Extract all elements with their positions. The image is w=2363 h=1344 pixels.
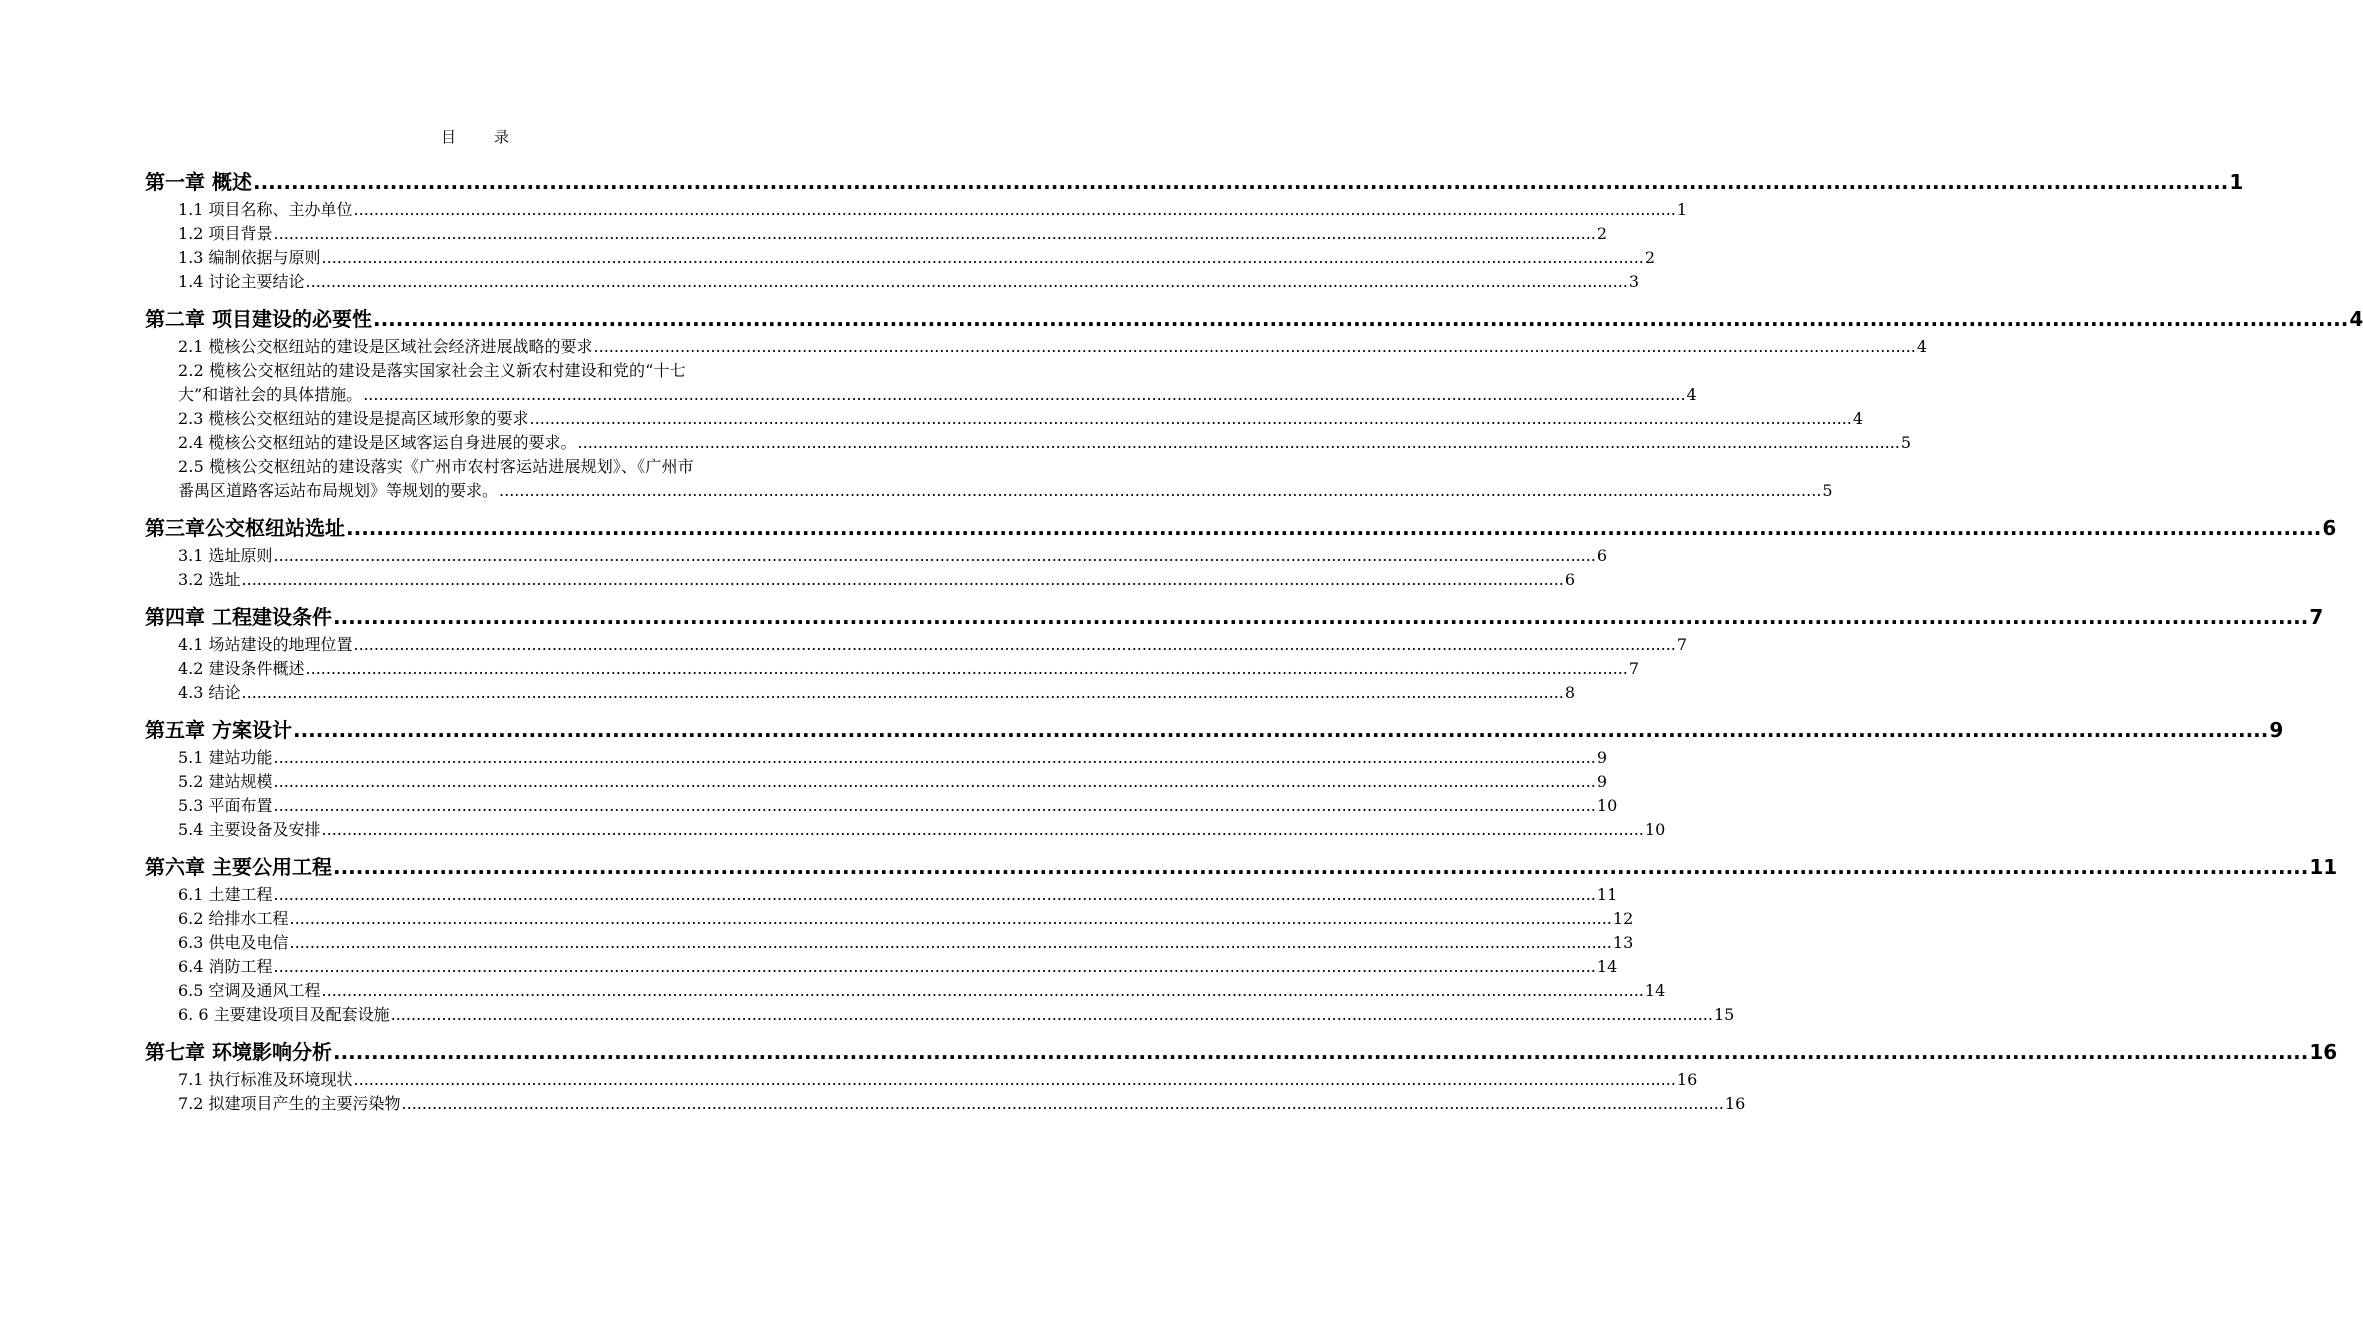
toc-entry-text: 6.5 空调及通风工程 (178, 981, 321, 1000)
toc-entry[interactable] (178, 198, 1688, 222)
toc-entry-text: 7.2 拟建项目产生的主要污染物 (178, 1094, 401, 1113)
toc-entry[interactable] (178, 955, 1618, 979)
toc-entry[interactable] (178, 407, 1864, 431)
toc-chapter[interactable] (145, 307, 2363, 331)
dot-leader: .................................................................................................................................................................................................................................................................... (305, 659, 1628, 678)
toc-entry-text: 6.1 土建工程 (178, 885, 273, 904)
toc-entry[interactable] (178, 246, 1656, 270)
toc-entry[interactable] (178, 544, 1608, 568)
toc-entry-page: 9 (1596, 748, 1608, 767)
toc-entry-text: 7.1 执行标准及环境现状 (178, 1070, 353, 1089)
dot-leader: .................................................................................................................................................................................................................................................................... (273, 772, 1596, 791)
dot-leader: .................................................................................................................................................................................................................................................................... (353, 200, 1676, 219)
toc-entry-text: 番禺区道路客运站布局规划》等规划的要求。 (178, 481, 499, 500)
dot-leader: .................................................................................................................................................................................................................................................................... (241, 570, 1564, 589)
dot-leader: .................................................................................................................................................................................................................................................................... (321, 981, 1644, 1000)
toc-chapter[interactable] (145, 170, 2244, 194)
toc-chapter-page: 4 (2349, 307, 2363, 331)
toc-chapter-text: 第七章 环境影响分析 (145, 1040, 332, 1064)
toc-entry-page: 8 (1564, 683, 1576, 702)
dot-leader: .................................................................................................................................................................................................................................................................... (273, 748, 1596, 767)
toc-entry[interactable] (178, 633, 1688, 657)
toc-entry-page: 14 (1596, 957, 1618, 976)
toc-entry-text: 6.4 消防工程 (178, 957, 273, 976)
toc-entry-page: 10 (1644, 820, 1666, 839)
toc-entry-page: 5 (1900, 433, 1912, 452)
toc-entry[interactable] (178, 931, 1634, 955)
toc-entry[interactable] (178, 568, 1576, 592)
toc-entry[interactable] (178, 681, 1576, 705)
toc-chapter-text: 第三章公交枢纽站选址 (145, 516, 345, 540)
toc-chapter[interactable] (145, 718, 2284, 742)
toc-entry-line1: 2.5 榄核公交枢纽站的建设落实《广州市农村客运站进展规划》、《广州市 (178, 457, 694, 476)
toc-entry-page: 2 (1644, 248, 1656, 267)
toc-entry[interactable] (178, 359, 1697, 407)
toc-entry-text: 4.2 建设条件概述 (178, 659, 305, 678)
toc-entry-page: 7 (1628, 659, 1640, 678)
toc-entry[interactable] (178, 1092, 1746, 1116)
dot-leader: .................................................................................................................................................................................................................................................................... (273, 885, 1596, 904)
toc-entry-page: 14 (1644, 981, 1666, 1000)
toc-entry-text: 3.1 选址原则 (178, 546, 273, 565)
toc-entry[interactable] (178, 455, 1833, 503)
toc-entry-page: 10 (1596, 796, 1618, 815)
dot-leader: .................................................................................................................................................................................................................................................................... (241, 683, 1564, 702)
toc-entry-page: 4 (1686, 385, 1697, 404)
toc-entry-text: 5.4 主要设备及安排 (178, 820, 321, 839)
toc-entry-page: 6 (1564, 570, 1576, 589)
table-of-contents (145, 170, 2363, 1116)
toc-entry-text: 1.3 编制依据与原则 (178, 248, 321, 267)
dot-leader: .................................................................................................................................................................................................................................................................... (593, 337, 1916, 356)
dot-leader: .................................................................................................................................................................................................................................................................... (273, 224, 1596, 243)
dot-leader: .................................................................................................................................................................................................................................................................... (332, 605, 2309, 629)
toc-entry-text: 2.3 榄核公交枢纽站的建设是提高区域形象的要求 (178, 409, 529, 428)
toc-entry[interactable] (178, 335, 1928, 359)
toc-entry[interactable] (178, 818, 1666, 842)
toc-entry[interactable] (178, 1003, 1735, 1027)
toc-entry-page: 7 (1676, 635, 1688, 654)
dot-leader: .................................................................................................................................................................................................................................................................... (289, 933, 1612, 952)
toc-entry-text: 1.4 讨论主要结论 (178, 272, 305, 291)
toc-entry-text: 6.3 供电及电信 (178, 933, 289, 952)
toc-entry-page: 12 (1612, 909, 1634, 928)
toc-title: 目录 (440, 128, 547, 146)
toc-entry-page: 13 (1612, 933, 1634, 952)
toc-entry-page: 3 (1628, 272, 1640, 291)
toc-entry-text: 3.2 选址 (178, 570, 241, 589)
toc-entry[interactable] (178, 794, 1618, 818)
toc-entry-page: 9 (1596, 772, 1608, 791)
dot-leader: .................................................................................................................................................................................................................................................................... (321, 820, 1644, 839)
dot-leader: .................................................................................................................................................................................................................................................................... (332, 1040, 2309, 1064)
toc-entry[interactable] (178, 770, 1608, 794)
dot-leader: .................................................................................................................................................................................................................................................................... (346, 516, 2322, 540)
toc-entry-text: 5.3 平面布置 (178, 796, 273, 815)
toc-entry-text: 4.3 结论 (178, 683, 241, 702)
dot-leader: .................................................................................................................................................................................................................................................................... (321, 248, 1644, 267)
toc-chapter-page: 1 (2229, 170, 2244, 194)
toc-entry-text: 2.1 榄核公交枢纽站的建设是区域社会经济进展战略的要求 (178, 337, 593, 356)
toc-entry-page: 11 (1596, 885, 1618, 904)
toc-entry[interactable] (178, 657, 1640, 681)
dot-leader: .................................................................................................................................................................................................................................................................... (305, 272, 1628, 291)
dot-leader: .................................................................................................................................................................................................................................................................... (273, 546, 1596, 565)
dot-leader: .................................................................................................................................................................................................................................................................... (273, 796, 1596, 815)
dot-leader: .................................................................................................................................................................................................................................................................... (577, 433, 1900, 452)
dot-leader: .................................................................................................................................................................................................................................................................... (289, 909, 1612, 928)
toc-entry[interactable] (178, 907, 1634, 931)
toc-chapter[interactable] (145, 605, 2324, 629)
toc-entry[interactable] (178, 222, 1608, 246)
toc-chapter-page: 6 (2322, 516, 2337, 540)
toc-entry[interactable] (178, 979, 1666, 1003)
toc-chapter-text: 第六章 主要公用工程 (145, 855, 332, 879)
toc-entry-page: 6 (1596, 546, 1608, 565)
toc-chapter-text: 第五章 方案设计 (145, 718, 292, 742)
toc-entry-page: 16 (1676, 1070, 1698, 1089)
dot-leader: .................................................................................................................................................................................................................................................................... (252, 170, 2229, 194)
toc-entry-text: 1.1 项目名称、主办单位 (178, 200, 353, 219)
dot-leader: .................................................................................................................................................................................................................................................................... (390, 1005, 1713, 1024)
toc-entry-text: 4.1 场站建设的地理位置 (178, 635, 353, 654)
dot-leader: .................................................................................................................................................................................................................................................................... (292, 718, 2269, 742)
toc-entry[interactable] (178, 270, 1640, 294)
toc-entry-line2 (178, 479, 1833, 503)
dot-leader: .................................................................................................................................................................................................................................................................... (353, 1070, 1676, 1089)
dot-leader: .................................................................................................................................................................................................................................................................... (529, 409, 1852, 428)
toc-chapter-text: 第一章 概述 (145, 170, 252, 194)
dot-leader: .................................................................................................................................................................................................................................................................... (273, 957, 1596, 976)
dot-leader: .................................................................................................................................................................................................................................................................... (499, 481, 1822, 500)
toc-entry-text: 5.1 建站功能 (178, 748, 273, 767)
toc-chapter[interactable] (145, 1040, 2338, 1064)
toc-entry-page: 15 (1713, 1005, 1735, 1024)
toc-entry[interactable] (178, 883, 1618, 907)
toc-entry-text: 大”和谐社会的具体措施。 (178, 385, 363, 404)
toc-entry-page: 1 (1676, 200, 1688, 219)
toc-entry-text: 5.2 建站规模 (178, 772, 273, 791)
toc-chapter-page: 9 (2269, 718, 2284, 742)
toc-chapter-text: 第四章 工程建设条件 (145, 605, 332, 629)
toc-entry[interactable] (178, 746, 1608, 770)
toc-entry-page: 2 (1596, 224, 1608, 243)
toc-chapter-page: 16 (2309, 1040, 2338, 1064)
toc-chapter[interactable] (145, 855, 2338, 879)
dot-leader: .................................................................................................................................................................................................................................................................... (353, 635, 1676, 654)
dot-leader: .................................................................................................................................................................................................................................................................... (332, 855, 2309, 879)
toc-entry-line1: 2.2 榄核公交枢纽站的建设是落实国家社会主义新农村建设和党的“十七 (178, 361, 686, 380)
dot-leader: .................................................................................................................................................................................................................................................................... (401, 1094, 1724, 1113)
toc-entry-text: 6.2 给排水工程 (178, 909, 289, 928)
toc-chapter-page: 7 (2309, 605, 2324, 629)
toc-entry-text: 2.4 榄核公交枢纽站的建设是区域客运自身进展的要求。 (178, 433, 577, 452)
toc-entry-page: 5 (1822, 481, 1833, 500)
toc-chapter-page: 11 (2309, 855, 2338, 879)
toc-entry-page: 4 (1916, 337, 1928, 356)
dot-leader: .................................................................................................................................................................................................................................................................... (363, 385, 1686, 404)
toc-chapter[interactable] (145, 516, 2337, 540)
dot-leader: .................................................................................................................................................................................................................................................................... (372, 307, 2349, 331)
toc-entry-text: 1.2 项目背景 (178, 224, 273, 243)
toc-entry-page: 4 (1852, 409, 1864, 428)
toc-chapter-text: 第二章 项目建设的必要性 (145, 307, 372, 331)
toc-entry-line2 (178, 383, 1697, 407)
toc-entry[interactable] (178, 431, 1912, 455)
toc-entry-text: 6. 6 主要建设项目及配套设施 (178, 1005, 390, 1024)
toc-entry[interactable] (178, 1068, 1698, 1092)
toc-entry-page: 16 (1724, 1094, 1746, 1113)
